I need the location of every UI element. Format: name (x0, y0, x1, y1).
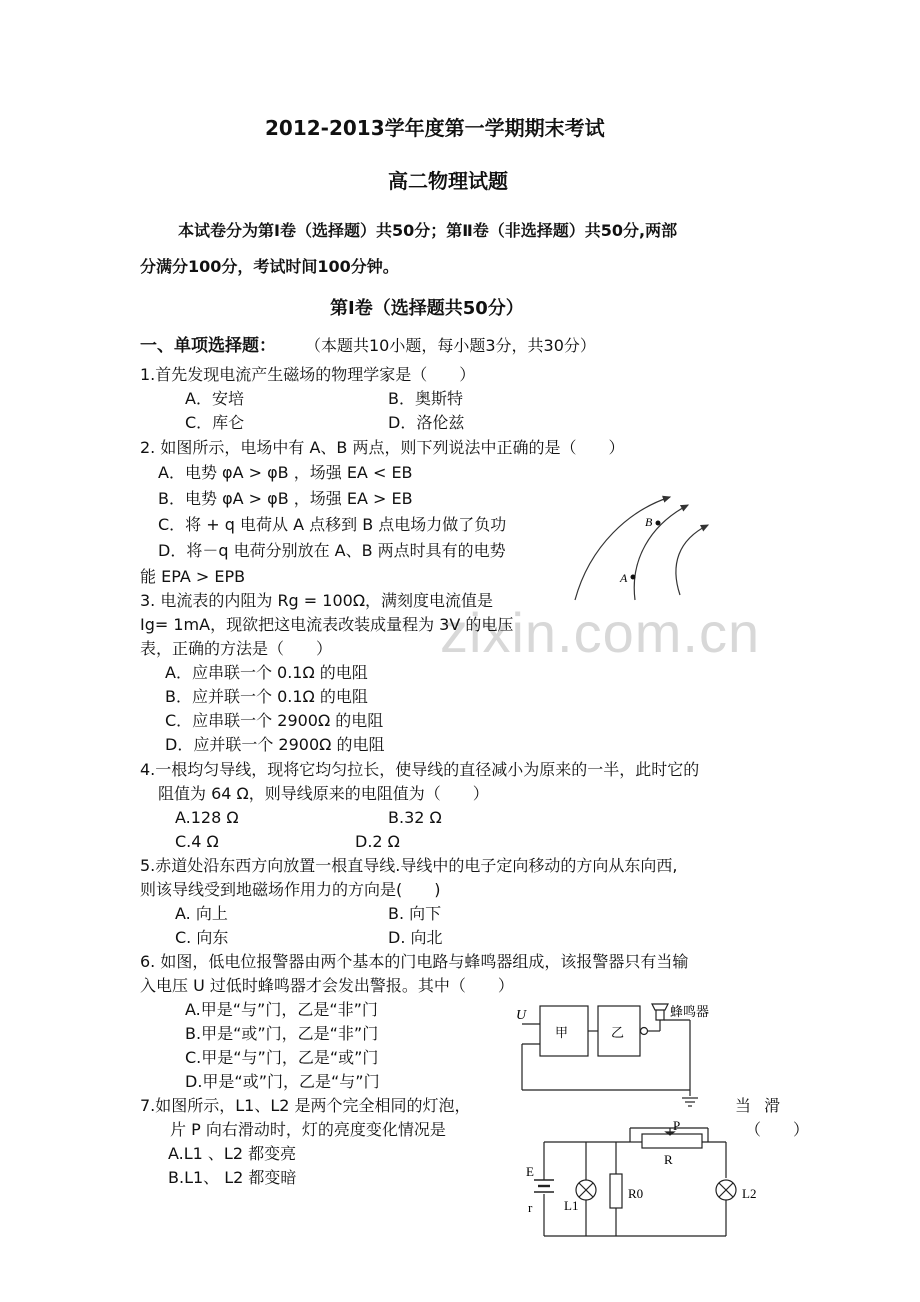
q6-line-2: 入电压 U 过低时蜂鸣器才会发出警报。其中（ ） (140, 976, 514, 995)
q6-option-a: A.甲是“与”门，乙是“非”门 (185, 1000, 378, 1019)
q1-option-a: A．安培 (185, 389, 244, 408)
q2-option-d-line2: 能 EPA > EPB (140, 567, 246, 586)
part-title: 一、单项选择题： (140, 336, 276, 356)
exam-title: 2012-2013学年度第一学期期末考试 (265, 116, 605, 140)
ground-icon (682, 1098, 698, 1106)
gate-yi-label: 乙 (611, 1026, 625, 1041)
rheostat-r (642, 1134, 702, 1148)
q7-line-1: 7.如图所示，L1、L2 是两个完全相同的灯泡， (140, 1096, 471, 1115)
q2-option-a: A．电势 φA > φB ，场强 EA < EB (158, 463, 413, 482)
input-u-label: U (516, 1008, 527, 1023)
field-line-3 (676, 525, 708, 595)
q4-option-c: C.4 Ω (175, 832, 219, 851)
q3-line-3: 表，正确的方法是（ ） (140, 639, 333, 658)
q7-option-b: B.L1、 L2 都变暗 (168, 1168, 297, 1187)
alarm-circuit-figure (510, 1000, 750, 1112)
q2-option-d-line1: D．将－q 电荷分别放在 A、B 两点时具有的电势 (158, 541, 506, 560)
q7-option-a: A.L1 、L2 都变亮 (168, 1144, 297, 1163)
lamp-l2-label: L2 (742, 1186, 757, 1201)
battery-r-label: r (528, 1200, 533, 1215)
buzzer-icon (652, 1004, 668, 1020)
rheostat-r-label: R (664, 1152, 673, 1167)
q3-option-c: C．应串联一个 2900Ω 的电阻 (165, 711, 384, 730)
point-b-label: B (645, 515, 653, 529)
q4-option-d: D.2 Ω (355, 832, 400, 851)
part-note: （本题共10小题，每小题3分，共30分） (305, 336, 596, 355)
point-b-dot (656, 521, 661, 526)
lamp-l1-label: L1 (564, 1198, 579, 1213)
q5-option-d: D. 向北 (388, 928, 443, 947)
q1-option-b: B．奥斯特 (388, 389, 463, 408)
q7-line-1-tail: 当 滑 (735, 1096, 785, 1115)
intro-line-2: 分满分100分，考试时间100分钟。 (140, 257, 399, 276)
slider-circuit-figure (520, 1118, 780, 1246)
q3-option-d: D．应并联一个 2900Ω 的电阻 (165, 735, 385, 754)
q4-line-1: 4.一根均匀导线，现将它均匀拉长，使导线的直径减小为原来的一半，此时它的 (140, 760, 700, 779)
slider-p-label: P (673, 1118, 681, 1133)
resistor-r0-label: R0 (628, 1186, 644, 1201)
q5-line-2: 则该导线受到地磁场作用力的方向是( ) (140, 880, 441, 899)
q5-line-1: 5.赤道处沿东西方向放置一根直导线.导线中的电子定向移动的方向从东向西, (140, 856, 678, 875)
exam-subtitle: 高二物理试题 (388, 169, 508, 193)
q3-line-2: Ig= 1mA，现欲把这电流表改装成量程为 3V 的电压 (140, 615, 514, 634)
intro-line-1: 本试卷分为第Ⅰ卷（选择题）共50分；第Ⅱ卷（非选择题）共50分,两部 (178, 221, 678, 240)
q6-option-d: D.甲是“或”门，乙是“与”门 (185, 1072, 380, 1091)
q3-option-b: B．应并联一个 0.1Ω 的电阻 (165, 687, 368, 706)
q4-option-b: B.32 Ω (388, 808, 442, 827)
q3-line-1: 3. 电流表的内阻为 Rg = 100Ω，满刻度电流值是 (140, 591, 494, 610)
buzzer-label: 蜂鸣器 (670, 1005, 710, 1020)
point-a-label: A (620, 571, 628, 585)
q1-option-d: D．洛伦兹 (388, 413, 465, 432)
q4-line-2: 阻值为 64 Ω，则导线原来的电阻值为（ ） (158, 784, 489, 803)
q7-line-2-tail: （ ） (745, 1120, 810, 1139)
point-a-dot (631, 575, 636, 580)
q7-line-2: 片 P 向右滑动时，灯的亮度变化情况是 (170, 1120, 446, 1139)
q3-option-a: A．应串联一个 0.1Ω 的电阻 (165, 663, 368, 682)
q2-option-c: C．将 + q 电荷从 A 点移到 B 点电场力做了负功 (158, 515, 507, 534)
gate-jia-label: 甲 (555, 1026, 569, 1041)
resistor-r0 (610, 1174, 622, 1208)
electric-field-figure (560, 485, 730, 605)
q1-stem: 1.首先发现电流产生磁场的物理学家是（ ） (140, 365, 476, 384)
q6-line-1: 6. 如图，低电位报警器由两个基本的门电路与蜂鸣器组成，该报警器只有当输 (140, 952, 689, 971)
battery-e-label: E (526, 1164, 534, 1179)
q4-option-a: A.128 Ω (175, 808, 239, 827)
battery-icon (534, 1180, 554, 1192)
watermark: zixin.com.cn (440, 601, 761, 664)
section-heading: 第Ⅰ卷（选择题共50分） (330, 298, 524, 319)
q5-option-b: B. 向下 (388, 904, 442, 923)
q6-option-b: B.甲是“或”门，乙是“非”门 (185, 1024, 379, 1043)
q1-option-c: C．库仑 (185, 413, 245, 432)
q5-option-a: A. 向上 (175, 904, 228, 923)
q6-option-c: C.甲是“与”门，乙是“或”门 (185, 1048, 379, 1067)
q2-stem: 2. 如图所示，电场中有 A、B 两点，则下列说法中正确的是（ ） (140, 438, 625, 457)
q2-option-b: B．电势 φA > φB ，场强 EA > EB (158, 489, 413, 508)
q5-option-c: C. 向东 (175, 928, 229, 947)
